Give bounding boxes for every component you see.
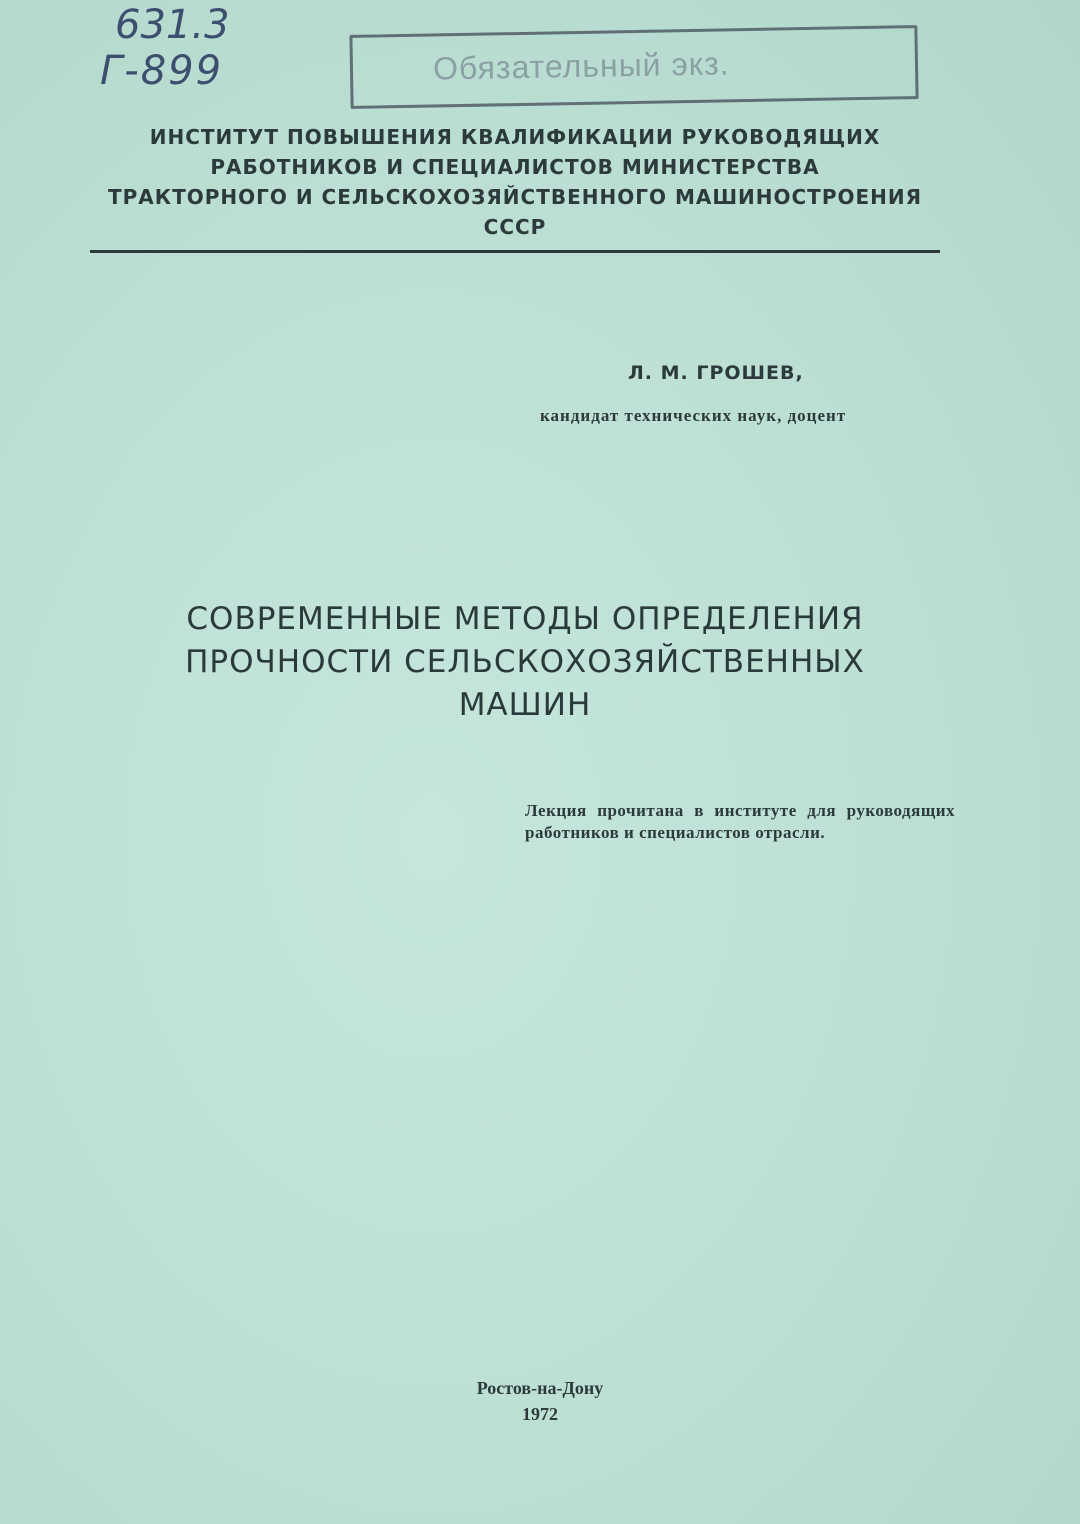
title-line: СОВРЕМЕННЫЕ МЕТОДЫ ОПРЕДЕЛЕНИЯ — [186, 601, 864, 637]
document-title — [100, 598, 950, 727]
header-divider — [90, 250, 940, 253]
institution-line: СССР — [483, 215, 547, 239]
author-degree: кандидат технических наук, доцент — [540, 406, 847, 425]
institution-line: ИНСТИТУТ ПОВЫШЕНИЯ КВАЛИФИКАЦИИ РУКОВОДЯЩИХ — [149, 125, 881, 149]
institution-line: РАБОТНИКОВ И СПЕЦИАЛИСТОВ МИНИСТЕРСТВА — [210, 155, 820, 179]
imprint — [0, 1375, 1080, 1427]
title-line: МАШИН — [458, 687, 592, 723]
library-stamp — [349, 25, 918, 109]
lecture-note: Лекция прочитана в институте для руководящих работников и специалистов отрасли. — [525, 801, 955, 842]
institution-header — [90, 122, 940, 242]
imprint-year: 1972 — [522, 1404, 558, 1424]
stamp-text: Обязательный экз. — [432, 45, 730, 87]
author-name: Л. М. ГРОШЕВ, — [628, 362, 804, 384]
call-number-handwritten: 631.3 — [115, 2, 230, 48]
catalog-code-handwritten: Г-899 — [100, 48, 224, 94]
title-line: ПРОЧНОСТИ СЕЛЬСКОХОЗЯЙСТВЕННЫХ — [185, 644, 865, 680]
imprint-city: Ростов-на-Дону — [476, 1378, 604, 1398]
institution-line: ТРАКТОРНОГО И СЕЛЬСКОХОЗЯЙСТВЕННОГО МАШИНОСТРОЕНИЯ — [107, 185, 923, 209]
